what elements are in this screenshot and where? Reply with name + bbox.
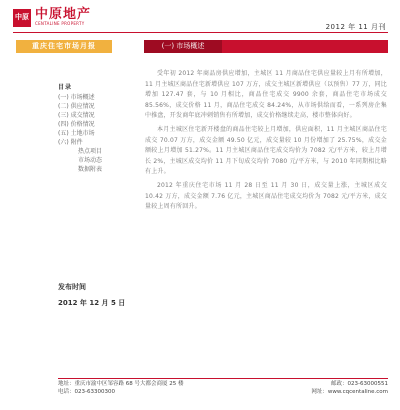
logo-name: 中原地产 <box>35 7 92 22</box>
main-content <box>145 69 387 216</box>
footer-address: 地址：重庆市渝中区邹容路 68 号大都会商厦 25 楼 <box>58 381 184 387</box>
toc-subitem[interactable]: 市场动态 <box>78 157 103 164</box>
toc-item[interactable]: (一) 市场概述 <box>58 94 95 101</box>
toc-item[interactable]: (二) 供应情况 <box>58 103 95 110</box>
footer-website: 网址：www.cqcentaline.com <box>311 389 388 395</box>
footer-phone: 电话：023-63300300 <box>58 389 115 395</box>
footer-postcode: 邮政：023-63000551 <box>331 381 388 387</box>
publish-date: 2012 年 12 月 5 日 <box>58 299 126 307</box>
page-footer <box>58 380 388 396</box>
footer-row <box>58 388 388 396</box>
toc-item[interactable]: (五) 土地市场 <box>58 130 95 137</box>
section-tab: (一) 市场概述 <box>144 40 222 53</box>
toc-list <box>58 93 102 174</box>
paragraph: 2012 年重庆住宅市场 11 月 28 日至 11 月 30 日，成交量上涨，主城区成交 10.42 万方，成交金额 7.76 亿元，主城区商品住宅成交均价为 7082 元/平方米，成交量较上周有所回升。 <box>145 181 387 211</box>
toc-subitem[interactable]: 数据附表 <box>78 166 103 173</box>
table-of-contents <box>58 82 102 174</box>
toc-title: 目录 <box>58 84 73 91</box>
logo-mark: 中原 <box>13 9 31 27</box>
footer-divider <box>58 378 388 379</box>
paragraph: 本月主城区住宅新开楼盘的商品住宅较上月增加，供应面积，11 月主城区商品住宅成交 70.07 万方，成交金额 49.50 亿元，成交量较 10 月份增加了 25.75%，成交金额较上月增加 51.27%。11 月主城区商品住宅成交均价为 7082 元/平方米，较上月增长 2%，主城区成交均价 11 月下旬成交均价 7080 元/平方米，与 2010 年同期相比略有上升。 <box>145 125 387 176</box>
logo-english: CENTALINE PROPERTY <box>35 21 85 26</box>
publish-info <box>58 282 125 308</box>
footer-row <box>58 380 388 388</box>
page-header <box>0 0 400 34</box>
issue-label: 2012 年 11 月刊 <box>325 23 386 31</box>
publish-label: 发布时间 <box>58 283 86 291</box>
toc-subitem[interactable]: 热点项目 <box>78 148 103 155</box>
header-divider <box>13 32 388 33</box>
company-logo <box>13 8 91 27</box>
report-title: 重庆住宅市场月报 <box>16 40 112 53</box>
paragraph: 受年初 2012 年商品房供应增加，主城区 11 月商品住宅供应量较上月有所增加，11 月主城区商品住宅新增供应 107 万方，成交主城区新增供应（以预售）77 万，同比增加 127.47 套，与 10 月相比，商品住宅成交 9900 余套，商品住宅市场成交 85.56%，成交价格 11 月，商品住宅成交 84.24%，从市场供给而看，一系列房企集中推盘，开发商年底冲刺销售有所增加，成交价格继续走高，楼市整体向好。 <box>145 70 387 120</box>
toc-item[interactable]: (三) 成交情况 <box>58 112 95 119</box>
logo-text <box>35 8 91 27</box>
toc-item[interactable]: (四) 价格情况 <box>58 121 95 128</box>
toc-item[interactable]: (六) 附件 <box>58 139 83 146</box>
